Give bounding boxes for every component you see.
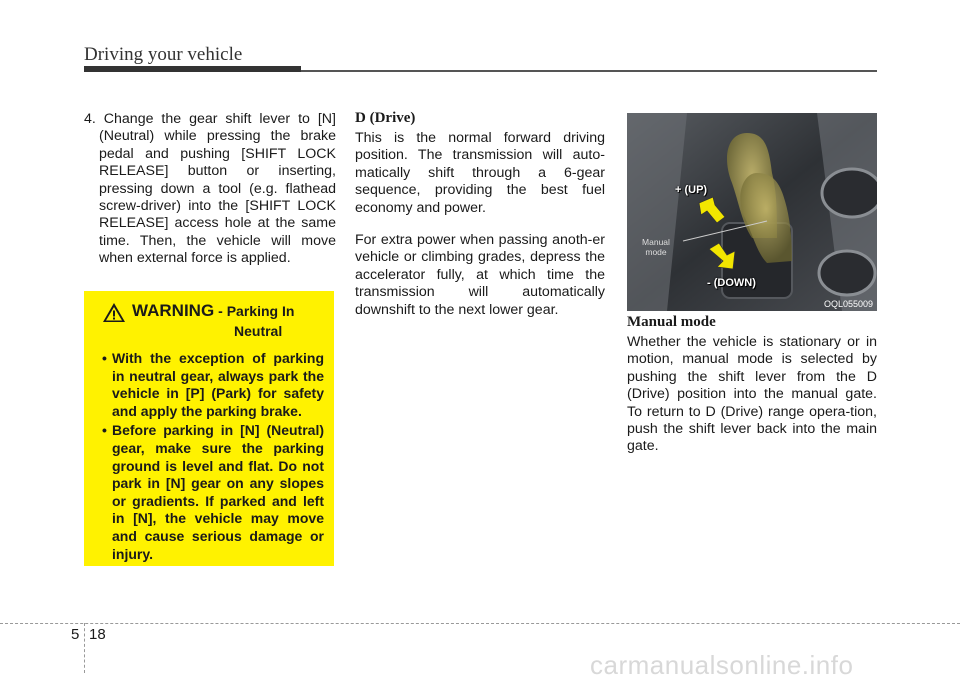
warning-item: • With the exception of parking in neutral gear, always park the vehicle in [P] (Park) for safety and apply the parking brake. xyxy=(102,350,324,419)
drive-paragraph-2: For extra power when passing anoth-er vehicle or climbing grades, depress the accelerator fully, at which time the transmission will automatically downshift to the next lower gear. xyxy=(355,232,605,318)
drive-section-title: D (Drive) xyxy=(355,110,416,126)
page-number: 18 xyxy=(89,626,106,643)
manual-mode-title: Manual mode xyxy=(627,314,716,330)
warning-item: • Before parking in [N] (Neutral) gear, make sure the parking ground is level and flat. Do not park in [N] gear on any slopes or gradients. If parked and left in [N], the vehicle may move and cause serious damage or injury. xyxy=(102,422,324,562)
step-4-text: 4. Change the gear shift lever to [N] (Neutral) while pressing the brake pedal and pushing [SHIFT LOCK RELEASE] button or inserting, pressing down a tool (e.g. flathead screw-driver) into the [SHIFT LOCK RELEASE] access hole at the same time. Then, the vehicle will move when external force is applied. xyxy=(84,111,336,267)
middle-column xyxy=(355,110,605,334)
right-column xyxy=(627,314,877,471)
bullet: • xyxy=(102,350,107,366)
manual-mode-paragraph: Whether the vehicle is stationary or in motion, manual mode is selected by pushing the shift lever from the D (Drive) position into the manual gate. To return to D (Drive) range opera-tion, push the shift lever back into the main gate. xyxy=(627,334,877,455)
header-bar xyxy=(84,66,301,72)
chapter-number: 5 xyxy=(71,626,80,643)
bullet: • xyxy=(102,422,107,439)
drive-paragraph-1: This is the normal forward driving position. The transmission will auto-matically shift through a 6-gear sequence, providing the best fuel economy and power. xyxy=(355,130,605,216)
warning-subtitle-line2: Neutral xyxy=(234,323,283,339)
watermark: carmanualsonline.info xyxy=(590,650,854,680)
warning-box xyxy=(84,291,334,566)
warning-list xyxy=(98,350,324,563)
page-header-title: Driving your vehicle xyxy=(84,44,243,65)
warning-header xyxy=(102,301,324,323)
warning-title: WARNING xyxy=(132,301,215,320)
manual-mode-label: Manual mode xyxy=(642,237,670,257)
up-label: + (UP) xyxy=(675,184,708,196)
left-column xyxy=(84,111,336,268)
shift-lever-figure xyxy=(627,113,877,311)
header-rule xyxy=(301,70,877,72)
down-label: - (DOWN) xyxy=(707,277,756,289)
footer-rule xyxy=(0,623,960,624)
warning-subtitle: - Parking In xyxy=(218,303,295,319)
footer-divider xyxy=(84,623,85,673)
figure-code: OQL055009 xyxy=(823,299,873,309)
warning-triangle-icon xyxy=(102,302,126,323)
